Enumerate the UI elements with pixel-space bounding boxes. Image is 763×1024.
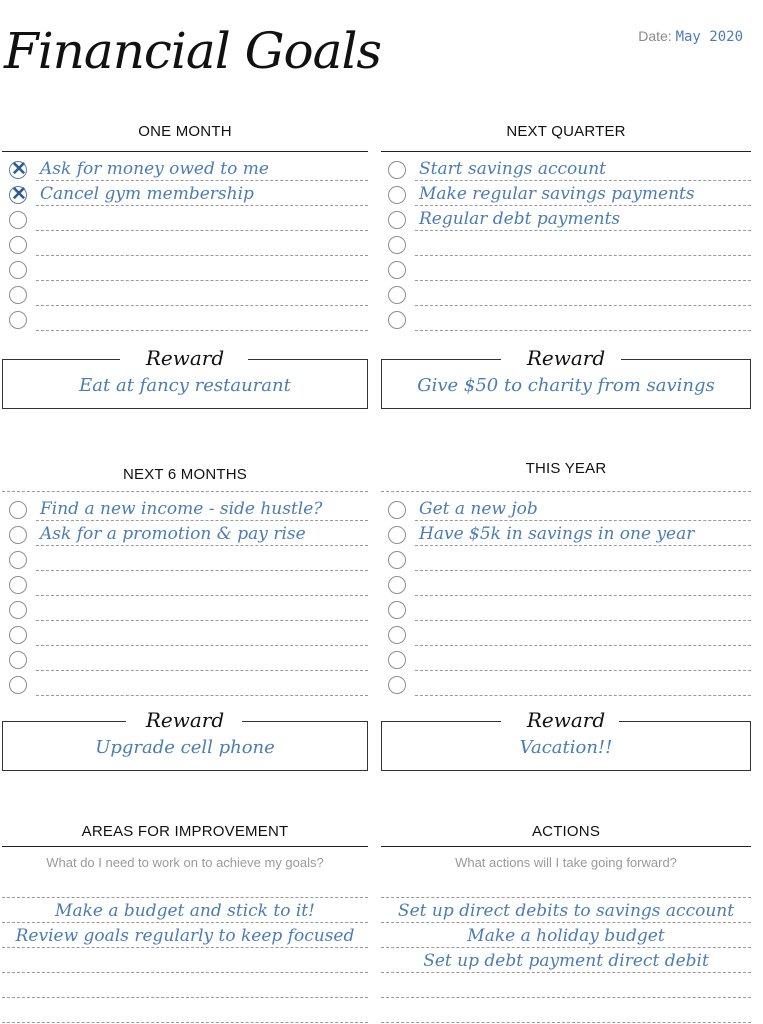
line-text[interactable]: Make a budget and stick to it! bbox=[55, 901, 315, 921]
goal-row[interactable] bbox=[2, 256, 368, 281]
goal-row[interactable] bbox=[381, 571, 751, 596]
text-line[interactable] bbox=[381, 998, 751, 1023]
checkbox[interactable] bbox=[388, 651, 406, 669]
reward-label: Reward bbox=[145, 708, 225, 732]
goal-row[interactable] bbox=[2, 671, 368, 696]
goal-text[interactable]: Start savings account bbox=[419, 159, 606, 179]
goal-text[interactable]: Ask for money owed to me bbox=[40, 159, 269, 179]
checkbox[interactable] bbox=[9, 186, 27, 204]
goal-text[interactable]: Ask for a promotion & pay rise bbox=[40, 524, 306, 544]
section-actions bbox=[381, 818, 751, 1024]
checkbox[interactable] bbox=[388, 501, 406, 519]
goal-row[interactable] bbox=[2, 521, 368, 546]
goal-row[interactable] bbox=[381, 181, 751, 206]
text-line[interactable] bbox=[2, 898, 368, 923]
goal-row[interactable] bbox=[381, 621, 751, 646]
goal-row[interactable] bbox=[381, 156, 751, 181]
section-areas-for-improvement bbox=[2, 818, 368, 1024]
text-line[interactable] bbox=[381, 923, 751, 948]
text-line[interactable] bbox=[381, 898, 751, 923]
goal-row[interactable] bbox=[2, 181, 368, 206]
section-this-year bbox=[381, 458, 751, 776]
reward-label: Reward bbox=[526, 708, 606, 732]
goal-row[interactable] bbox=[2, 281, 368, 306]
date-field bbox=[638, 28, 743, 45]
text-line[interactable] bbox=[381, 873, 751, 898]
goal-row[interactable] bbox=[381, 521, 751, 546]
text-line[interactable] bbox=[2, 948, 368, 973]
goal-row[interactable] bbox=[381, 206, 751, 231]
section-divider bbox=[2, 491, 368, 492]
goal-row[interactable] bbox=[381, 281, 751, 306]
goal-text[interactable]: Make regular savings payments bbox=[419, 184, 695, 204]
goal-text[interactable]: Get a new job bbox=[419, 499, 538, 519]
reward-label: Reward bbox=[526, 346, 606, 370]
date-value[interactable]: May 2020 bbox=[675, 29, 743, 45]
checkbox[interactable] bbox=[9, 651, 27, 669]
checkbox[interactable] bbox=[9, 551, 27, 569]
checkbox[interactable] bbox=[9, 601, 27, 619]
checkbox[interactable] bbox=[388, 676, 406, 694]
section-divider bbox=[2, 151, 368, 152]
goal-row[interactable] bbox=[2, 496, 368, 521]
reward-label: Reward bbox=[145, 346, 225, 370]
goal-row[interactable] bbox=[2, 206, 368, 231]
goal-text[interactable]: Regular debt payments bbox=[419, 209, 621, 229]
checkbox[interactable] bbox=[388, 311, 406, 329]
section-divider bbox=[381, 491, 751, 492]
goal-row[interactable] bbox=[2, 231, 368, 256]
goal-row[interactable] bbox=[2, 156, 368, 181]
section-next-quarter bbox=[381, 118, 751, 413]
reward-text[interactable]: Upgrade cell phone bbox=[95, 737, 275, 758]
checkbox[interactable] bbox=[388, 286, 406, 304]
goal-row[interactable] bbox=[2, 621, 368, 646]
check-x-icon: ✕ bbox=[11, 184, 27, 205]
checkbox[interactable] bbox=[9, 261, 27, 279]
checkbox[interactable] bbox=[388, 601, 406, 619]
section-heading: ACTIONS bbox=[531, 823, 601, 840]
goal-text[interactable]: Cancel gym membership bbox=[40, 184, 254, 204]
text-line[interactable] bbox=[2, 973, 368, 998]
section-heading: NEXT 6 MONTHS bbox=[122, 466, 247, 483]
checkbox[interactable] bbox=[388, 526, 406, 544]
text-line[interactable] bbox=[2, 923, 368, 948]
section-prompt: What do I need to work on to achieve my goals? bbox=[46, 855, 324, 870]
checkbox[interactable] bbox=[9, 626, 27, 644]
checkbox[interactable] bbox=[388, 236, 406, 254]
checkbox[interactable] bbox=[388, 626, 406, 644]
checkbox[interactable] bbox=[9, 576, 27, 594]
checkbox[interactable] bbox=[9, 236, 27, 254]
section-prompt: What actions will I take going forward? bbox=[455, 855, 677, 870]
reward-box bbox=[381, 359, 751, 409]
section-heading: AREAS FOR IMPROVEMENT bbox=[81, 823, 289, 840]
goal-text[interactable]: Have $5k in savings in one year bbox=[419, 524, 695, 544]
line-text[interactable]: Set up direct debits to savings account bbox=[397, 901, 735, 921]
date-label: Date: bbox=[638, 28, 672, 44]
section-divider bbox=[2, 846, 368, 847]
section-one-month bbox=[2, 118, 368, 413]
checkbox[interactable] bbox=[9, 286, 27, 304]
checkbox[interactable] bbox=[388, 211, 406, 229]
goal-row[interactable] bbox=[381, 546, 751, 571]
page-title: Financial Goals bbox=[4, 22, 382, 80]
line-text[interactable]: Make a holiday budget bbox=[467, 926, 665, 946]
section-divider bbox=[381, 846, 751, 847]
reward-text[interactable]: Give $50 to charity from savings bbox=[417, 375, 715, 396]
checkbox[interactable] bbox=[9, 161, 27, 179]
text-line[interactable] bbox=[2, 998, 368, 1023]
line-text[interactable]: Set up debt payment direct debit bbox=[423, 951, 709, 971]
section-heading: THIS YEAR bbox=[525, 460, 607, 477]
checkbox[interactable] bbox=[9, 311, 27, 329]
checkbox[interactable] bbox=[9, 676, 27, 694]
goal-row[interactable] bbox=[381, 306, 751, 331]
line-text[interactable]: Review goals regularly to keep focused bbox=[15, 926, 355, 946]
goal-row[interactable] bbox=[2, 571, 368, 596]
reward-box bbox=[381, 721, 751, 771]
checkbox[interactable] bbox=[388, 261, 406, 279]
checkbox[interactable] bbox=[388, 576, 406, 594]
section-next-6-months bbox=[2, 458, 368, 776]
goal-row[interactable] bbox=[381, 646, 751, 671]
text-line[interactable] bbox=[381, 948, 751, 973]
section-divider bbox=[381, 151, 751, 152]
goal-row[interactable] bbox=[2, 596, 368, 621]
goal-text[interactable]: Find a new income - side hustle? bbox=[40, 499, 323, 519]
goal-row[interactable] bbox=[381, 671, 751, 696]
checkbox[interactable] bbox=[9, 526, 27, 544]
checkbox[interactable] bbox=[9, 501, 27, 519]
section-heading: ONE MONTH bbox=[138, 123, 232, 140]
text-line[interactable] bbox=[381, 973, 751, 998]
goal-row[interactable] bbox=[2, 546, 368, 571]
goal-row[interactable] bbox=[381, 496, 751, 521]
section-heading: NEXT QUARTER bbox=[506, 123, 626, 140]
checkbox[interactable] bbox=[388, 186, 406, 204]
checkbox[interactable] bbox=[388, 161, 406, 179]
check-x-icon: ✕ bbox=[11, 159, 27, 180]
reward-text[interactable]: Vacation!! bbox=[519, 737, 613, 758]
reward-text[interactable]: Eat at fancy restaurant bbox=[79, 375, 291, 396]
goal-row[interactable] bbox=[2, 306, 368, 331]
goal-row[interactable] bbox=[381, 256, 751, 281]
reward-box bbox=[2, 721, 368, 771]
goal-row[interactable] bbox=[381, 231, 751, 256]
checkbox[interactable] bbox=[388, 551, 406, 569]
goal-row[interactable] bbox=[381, 596, 751, 621]
goal-row[interactable] bbox=[2, 646, 368, 671]
reward-box bbox=[2, 359, 368, 409]
checkbox[interactable] bbox=[9, 211, 27, 229]
text-line[interactable] bbox=[2, 873, 368, 898]
